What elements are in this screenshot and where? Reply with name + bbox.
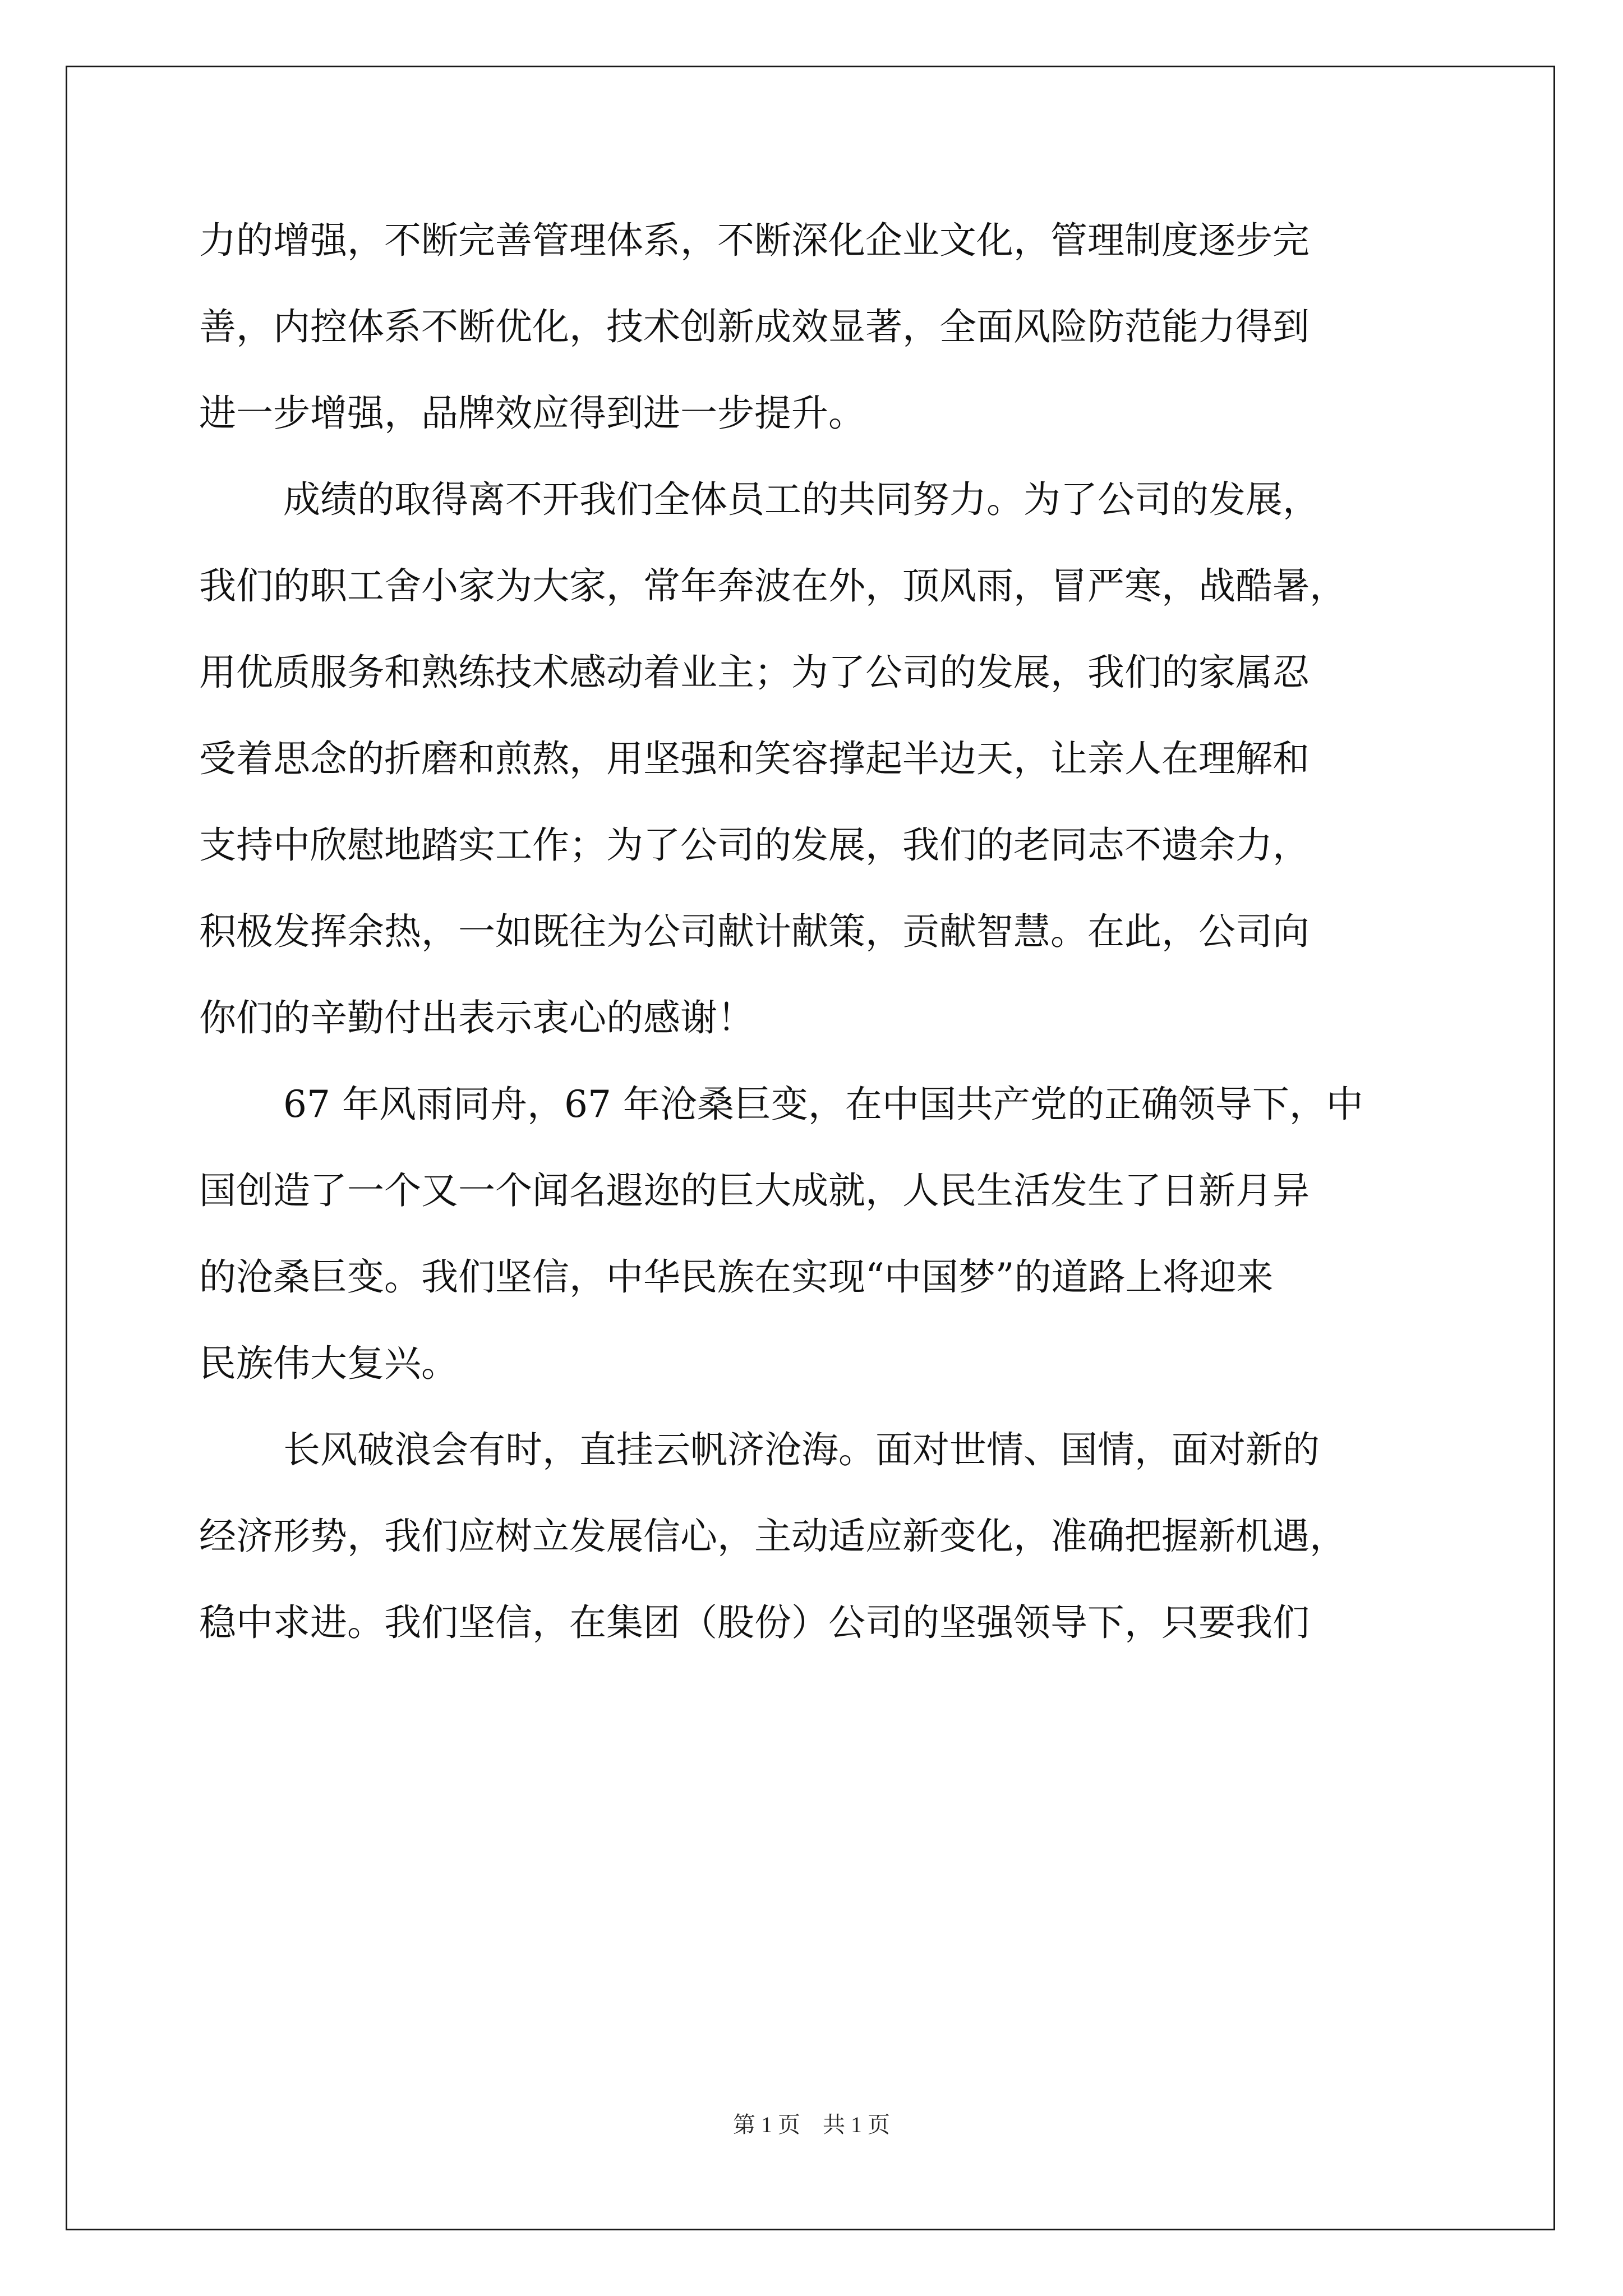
paragraph-first-line: 成绩的取得离不开我们全体员工的共同努力。为了公司的发展，: [283, 478, 1320, 521]
text-line: 善，内控体系不断优化，技术创新成效显著，全面风险防范能力得到: [199, 305, 1310, 348]
paragraph-first-line: 67 年风雨同舟，67 年沧桑巨变，在中国共产党的正确领导下，中: [283, 1083, 1363, 1126]
text-line: 你们的辛勤付出表示衷心的感谢！: [199, 996, 754, 1039]
text-line: 民族伟大复兴。: [199, 1342, 458, 1385]
text-line: 力的增强，不断完善管理体系，不断深化企业文化，管理制度逐步完: [199, 219, 1310, 262]
text-line: 稳中求进。我们坚信，在集团（股份）公司的坚强领导下，只要我们: [199, 1601, 1310, 1644]
text-line: 积极发挥余热，一如既往为公司献计献策，贡献智慧。在此，公司向: [199, 910, 1310, 953]
text-line: 受着思念的折磨和煎熬，用坚强和笑容撑起半边天，让亲人在理解和: [199, 737, 1310, 780]
text-line: 经济形势，我们应树立发展信心，主动适应新变化，准确把握新机遇，: [199, 1515, 1347, 1558]
document-body: [199, 197, 1433, 1666]
paragraph-first-line: 长风破浪会有时，直挂云帆济沧海。面对世情、国情，面对新的: [283, 1428, 1320, 1471]
text-line: 国创造了一个又一个闻名遐迩的巨大成就，人民生活发生了日新月异: [199, 1169, 1310, 1212]
text-line: 的沧桑巨变。我们坚信，中华民族在实现“中国梦”的道路上将迎来: [199, 1255, 1274, 1299]
text-line: 进一步增强，品牌效应得到进一步提升。: [199, 392, 865, 435]
page-number-footer: 第 1 页 共 1 页: [733, 2112, 890, 2137]
text-line: 我们的职工舍小家为大家，常年奔波在外，顶风雨，冒严寒，战酷暑，: [199, 564, 1347, 608]
text-line: 用优质服务和熟练技术感动着业主；为了公司的发展，我们的家属忍: [199, 651, 1310, 694]
text-line: 支持中欣慰地踏实工作；为了公司的发展，我们的老同志不遗余力，: [199, 823, 1310, 867]
